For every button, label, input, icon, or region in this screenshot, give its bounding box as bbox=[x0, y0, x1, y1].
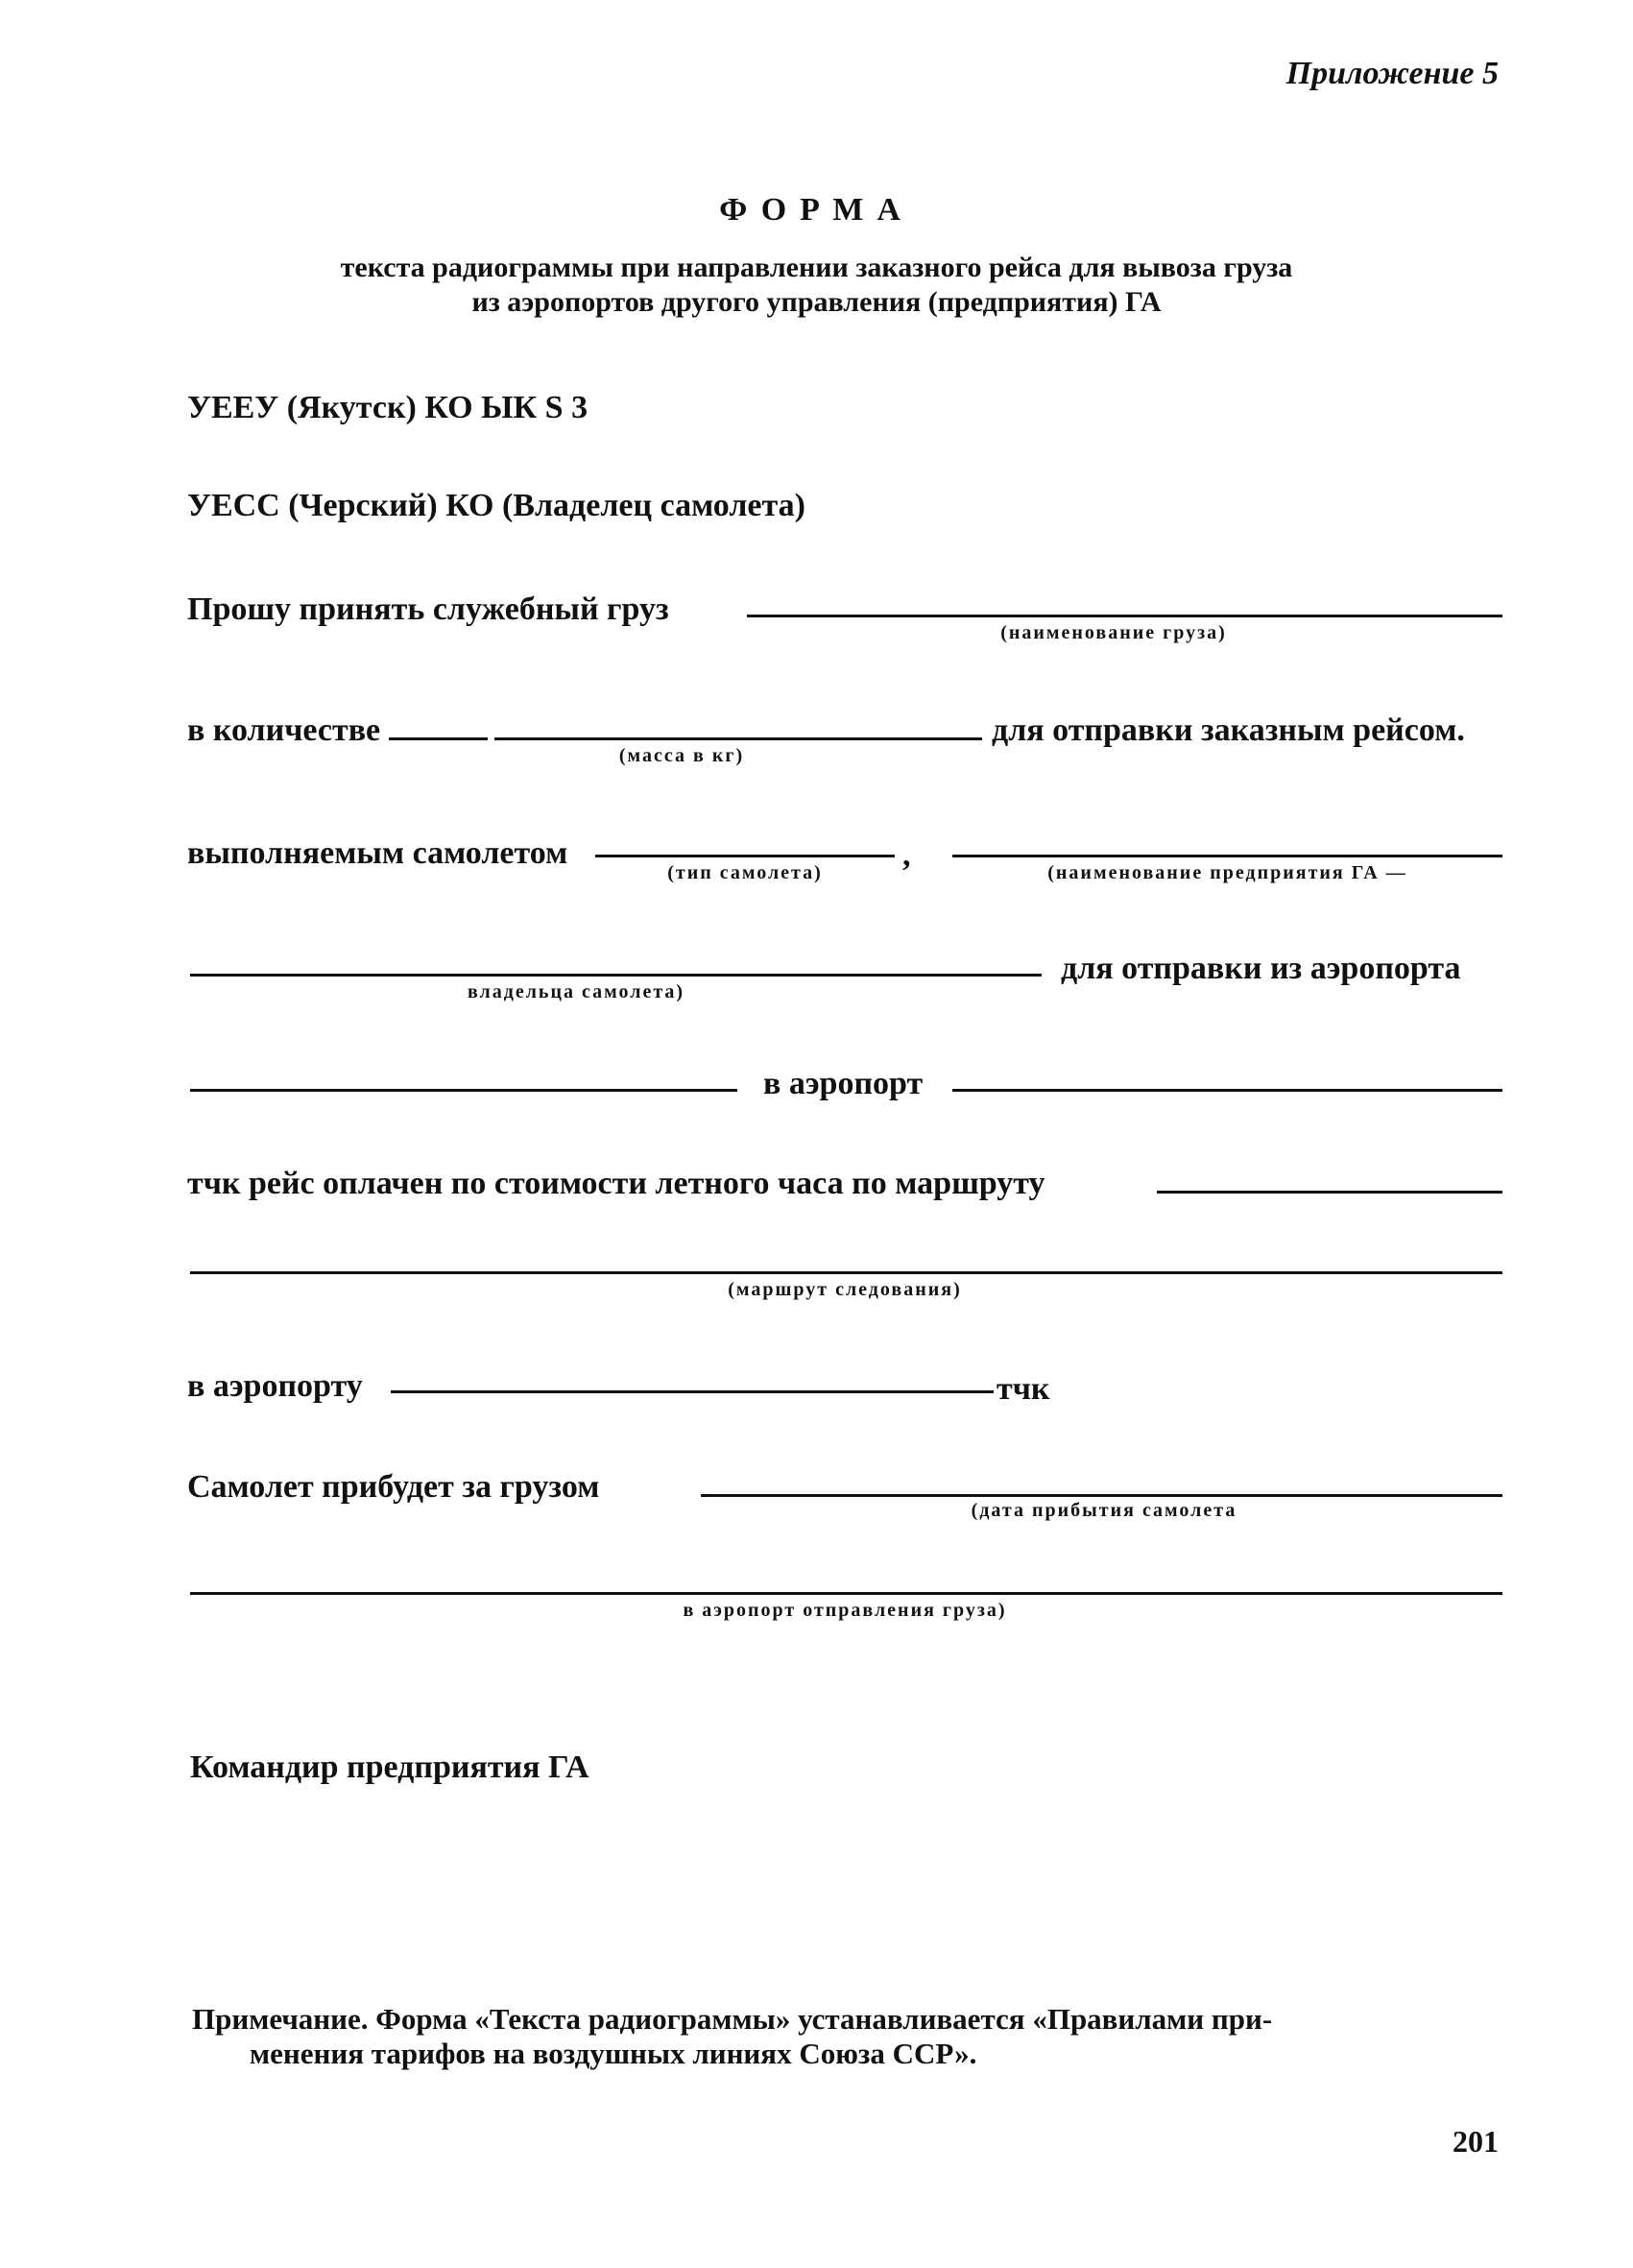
arrival-label: Самолет прибудет за грузом bbox=[187, 1469, 600, 1505]
to-airport-label: в аэропорт bbox=[763, 1066, 924, 1101]
owner-caption: владельца самолета) bbox=[467, 981, 685, 1002]
address-line-1: УЕЕУ (Якутск) КО ЫК Ѕ 3 bbox=[187, 390, 588, 425]
enterprise-caption: (наименование предприятия ГА — bbox=[1047, 862, 1407, 883]
cargo-label: Прошу принять служебный груз bbox=[187, 591, 669, 627]
footnote-line-1: Примечание. Форма «Текста радиограммы» устанавливается «Правилами при- bbox=[192, 2002, 1273, 2036]
route-caption: (маршрут следования) bbox=[728, 1279, 962, 1300]
owner-fill-line bbox=[190, 974, 1042, 977]
cargo-caption: (наименование груза) bbox=[1000, 622, 1227, 643]
aircraft-comma: , bbox=[902, 837, 911, 873]
quantity-fill-line-b bbox=[494, 737, 982, 740]
arrival-caption: (дата прибытия самолета bbox=[971, 1500, 1237, 1521]
departure-suffix: для отправки из аэропорта bbox=[1061, 951, 1461, 986]
payment-label: тчк рейс оплачен по стоимости летного часа по маршруту bbox=[187, 1166, 1045, 1201]
quantity-caption: (масса в кг) bbox=[618, 745, 745, 766]
form-title: ФОРМА bbox=[719, 192, 914, 228]
arrival-fill-line bbox=[701, 1494, 1502, 1497]
form-subtitle-line2: из аэропортов другого управления (предприятия) ГА bbox=[471, 286, 1162, 318]
departure-airport-fill-line bbox=[190, 1592, 1502, 1595]
enterprise-fill-line bbox=[952, 855, 1502, 857]
form-subtitle-line1: текста радиограммы при направлении заказного рейса для вывоза груза bbox=[340, 252, 1293, 283]
at-airport-label: в аэропорту bbox=[187, 1368, 363, 1404]
quantity-suffix: для отправки заказным рейсом. bbox=[992, 712, 1465, 748]
from-airport-fill-line bbox=[190, 1089, 737, 1092]
to-airport-fill-line bbox=[952, 1089, 1502, 1092]
departure-airport-caption: в аэропорт отправления груза) bbox=[683, 1600, 1007, 1621]
payment-fill-line bbox=[1157, 1191, 1502, 1194]
cargo-fill-line bbox=[747, 615, 1502, 617]
aircraft-type-caption: (тип самолета) bbox=[667, 862, 823, 883]
at-airport-suffix: тчк bbox=[997, 1371, 1050, 1407]
page-number: 201 bbox=[1453, 2124, 1499, 2159]
signature-label: Командир предприятия ГА bbox=[190, 1749, 589, 1785]
aircraft-type-fill-line bbox=[595, 855, 895, 857]
footnote bbox=[192, 2002, 1498, 2071]
route-fill-line bbox=[190, 1271, 1502, 1274]
at-airport-fill-line bbox=[391, 1390, 994, 1393]
address-line-2: УЕСС (Черский) КО (Владелец самолета) bbox=[187, 488, 805, 523]
quantity-label: в количестве bbox=[187, 712, 381, 748]
quantity-fill-line-a bbox=[389, 737, 488, 740]
appendix-label: Приложение 5 bbox=[1285, 56, 1499, 91]
aircraft-label: выполняемым самолетом bbox=[187, 835, 568, 871]
footnote-line-2: менения тарифов на воздушных линиях Союза ССР». bbox=[250, 2037, 977, 2070]
